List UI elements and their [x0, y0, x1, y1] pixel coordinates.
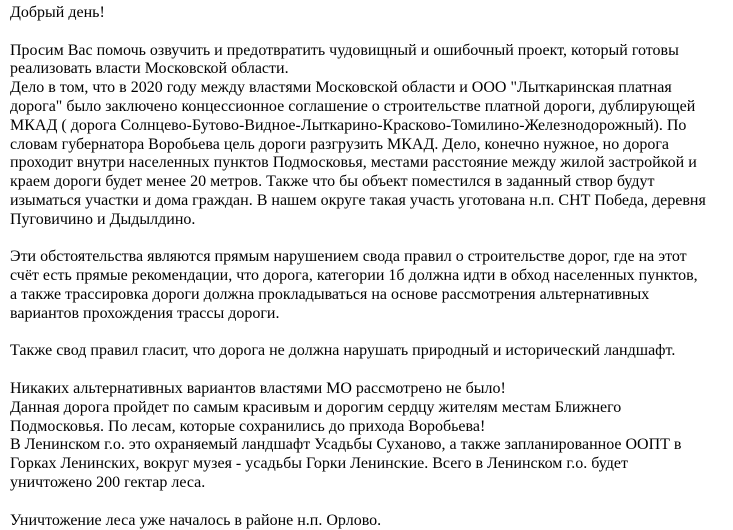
text-line: Никаких альтернативных вариантов властями МО рассмотрено не было! — [10, 379, 506, 397]
paragraph-gap — [10, 361, 726, 380]
text-line: Уничтожение леса уже началось в районе н.п. Орлово. — [10, 511, 382, 529]
paragraph-1 — [10, 42, 726, 230]
text-line: Подмосковья. По лесам, которые сохранились до прихода Воробьева! — [10, 417, 486, 435]
text-line: уничтожено 200 гектар леса. — [10, 473, 206, 491]
text-line: проходит внутри населенных пунктов Подмосковья, местами расстояние между жилой застройкой и — [10, 154, 697, 172]
text-line: Дело в том, что в 2020 году между властями Московской области и ООО "Лыткаринская платная — [10, 79, 672, 97]
paragraph-5 — [10, 512, 726, 530]
text-line: Просим Вас помочь озвучить и предотвратить чудовищный и ошибочный проект, который готовы — [10, 41, 679, 59]
text-line: изыматься участки и дома граждан. В нашем округе такая участь уготована н.п. СНТ Победа, деревня — [10, 191, 706, 209]
text-line: дорога" было заключено концессионное соглашение о строительстве платной дороги, дублирующей — [10, 97, 696, 115]
text-line: а также трассировка дороги должна прокладываться на основе рассмотрения альтернативных — [10, 285, 650, 303]
text-line: Эти обстоятельства являются прямым нарушением свода правил о строительстве дорог, где на этот — [10, 248, 687, 266]
text-line: Данная дорога пройдет по самым красивым и дорогим сердцу жителям местам Ближнего — [10, 398, 622, 416]
text-line: вариантов прохождения трассы дороги. — [10, 304, 280, 322]
paragraph-gap — [10, 324, 726, 343]
paragraph-3 — [10, 342, 726, 361]
text-line: Также свод правил гласит, что дорога не должна нарушать природный и исторический ландшафт. — [10, 342, 676, 360]
text-line: МКАД ( дорога Солнцево-Бутово-Видное-Лыткарино-Красково-Томилино-Железнодорожный). По — [10, 116, 687, 134]
text-line: краем дороги будет менее 20 метров. Также что бы объект поместился в заданный створ будут — [10, 173, 655, 191]
letter-body — [10, 4, 726, 530]
paragraph-4 — [10, 380, 726, 493]
text-line: Пуговичино и Дыдылдино. — [10, 210, 196, 228]
paragraph-2 — [10, 248, 726, 323]
paragraph-gap — [10, 230, 726, 249]
text-line: Горках Ленинских, вокруг музея - усадьбы Горки Ленинские. Всего в Ленинском г.о. будет — [10, 455, 628, 473]
text-line: В Ленинском г.о. это охраняемый ландшафт Усадьбы Суханово, а также запланированное ООПТ в — [10, 436, 682, 454]
text-line: словам губернатора Воробьева цель дороги разгрузить МКАД. Дело, конечно нужное, но дорога — [10, 135, 670, 153]
paragraph-gap — [10, 23, 726, 42]
text-line: реализовать власти Московской области. — [10, 60, 289, 78]
text-line: счёт есть прямые рекомендации, что дорога, категории 1б должна идти в обход населенных пунктов, — [10, 267, 698, 285]
greeting: Добрый день! — [10, 4, 105, 21]
